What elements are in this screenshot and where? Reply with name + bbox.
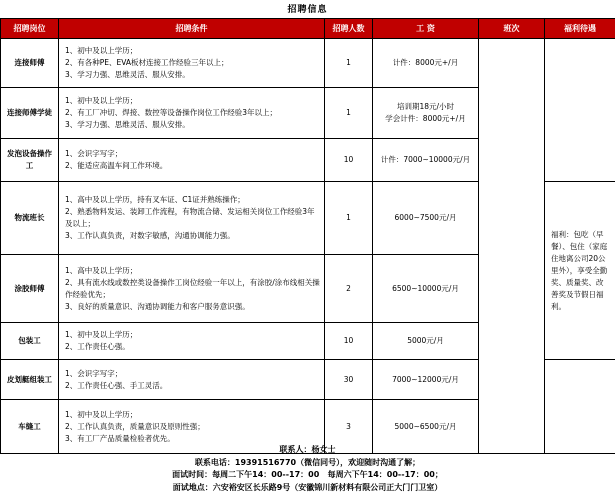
header-benefits: 福利待遇 <box>545 19 615 39</box>
conditions-cell <box>59 360 325 400</box>
headcount-cell: 30 <box>325 360 373 400</box>
table-row <box>1 39 615 88</box>
condition-line: 3、学习力强、思维灵活、服从安排。 <box>65 70 190 79</box>
condition-line: 2、工作责任心强、手工灵活。 <box>65 380 168 390</box>
shift-cell <box>479 39 545 454</box>
condition-line: 2、熟悉物料发运、装卸工作流程，有物流合储、发运相关岗位工作经验3年及以上； <box>65 207 315 228</box>
condition-line: 1、会识字写字； <box>65 149 123 158</box>
condition-line: 1、初中及以上学历； <box>65 96 138 105</box>
contact-person: 联系人：杨女士 <box>279 445 336 454</box>
condition-line: 1、高中及以上学历； <box>65 265 138 275</box>
benefit-blank-cell <box>545 360 615 454</box>
condition-line: 2、有工厂冲切、焊接、数控等设备操作岗位工作经验3年以上； <box>65 108 278 117</box>
header-wage: 工 资 <box>373 19 479 39</box>
wage-cell <box>373 360 479 400</box>
wage-line: 计件：8000元+/月 <box>392 58 459 67</box>
conditions-cell <box>59 88 325 139</box>
position-cell: 发泡设备操作工 <box>1 139 59 182</box>
condition-line: 1、会识字写字； <box>65 368 123 378</box>
header-conditions: 招聘条件 <box>59 19 325 39</box>
condition-line: 2、工作责任心强。 <box>65 342 130 351</box>
position-cell: 连接师傅学徒 <box>1 88 59 139</box>
headcount-cell: 10 <box>325 139 373 182</box>
condition-line: 1、初中及以上学历； <box>65 409 138 419</box>
position-cell: 物流班长 <box>1 182 59 255</box>
condition-line: 1、初中及以上学历； <box>65 330 138 339</box>
condition-line: 3、学习力强、思维灵活、服从安排。 <box>65 120 190 129</box>
headcount-cell: 1 <box>325 39 373 88</box>
condition-line: 1、高中及以上学历，持有叉车证、C1证并熟练操作； <box>65 195 245 204</box>
conditions-cell <box>59 39 325 88</box>
condition-line: 2、能适应高温车间工作环境。 <box>65 161 168 170</box>
condition-line: 3、工作认真负责，对数字敏感，沟通协调能力强。 <box>65 231 235 240</box>
conditions-cell <box>59 139 325 182</box>
headcount-cell: 1 <box>325 88 373 139</box>
wage-cell <box>373 88 479 139</box>
page-title: 招聘信息 <box>287 5 328 15</box>
interview-place: 面试地点：六安裕安区长乐路9号（安徽锦川新材料有限公司正大门门卫室） <box>172 482 443 492</box>
position-cell: 连接师傅 <box>1 39 59 88</box>
contact-phone: 联系电话：19391516770（微信同号），欢迎随时沟通了解； <box>194 457 421 467</box>
wage-line: 6000~7500元/月 <box>394 213 457 222</box>
headcount-cell: 1 <box>325 182 373 255</box>
recruitment-table <box>0 18 615 454</box>
benefit-blank-cell <box>545 39 615 182</box>
wage-line: 学会计件：8000元+/月 <box>385 114 466 123</box>
wage-cell <box>373 323 479 360</box>
wage-cell <box>373 255 479 323</box>
headcount-cell: 2 <box>325 255 373 323</box>
condition-line: 3、有工厂产品质量检验者优先。 <box>65 433 175 443</box>
benefits-cell: 福利：包吃（早餐）、包住（家庭住地离公司20公里外），享受全勤奖、质量奖、改善奖及节假日福利。 <box>545 182 615 360</box>
position-cell: 包装工 <box>1 323 59 360</box>
wage-cell <box>373 139 479 182</box>
header-row <box>1 19 615 39</box>
header-headcount: 招聘人数 <box>325 19 373 39</box>
conditions-cell <box>59 323 325 360</box>
wage-line: 7000~12000元/月 <box>392 374 459 384</box>
wage-line: 6500~10000元/月 <box>392 283 459 293</box>
conditions-cell <box>59 182 325 255</box>
wage-line: 培训期18元/小时 <box>396 102 455 111</box>
position-cell: 皮划艇组装工 <box>1 360 59 400</box>
header-position: 招聘岗位 <box>1 19 59 39</box>
condition-line: 2、工作认真负责，质量意识及原则性强； <box>65 421 205 431</box>
wage-cell <box>373 39 479 88</box>
wage-cell <box>373 182 479 255</box>
wage-line: 计件：7000~10000元/月 <box>380 155 471 164</box>
conditions-cell <box>59 255 325 323</box>
condition-line: 3、良好的质量意识、沟通协调能力和客户服务意识强。 <box>65 301 250 311</box>
condition-line: 2、有各种PE、EVA板材连接工作经验三年以上； <box>65 58 229 67</box>
wage-line: 5000元/月 <box>407 336 444 345</box>
headcount-cell: 3 <box>325 400 373 454</box>
interview-time: 面试时间：每周二下午14：00--17：00 每周六下午14：00--17：00； <box>172 470 443 479</box>
position-cell: 车缝工 <box>1 400 59 454</box>
condition-line: 1、初中及以上学历； <box>65 46 138 55</box>
contact-footer <box>0 444 615 494</box>
condition-line: 2、具有流水线或数控类设备操作工岗位经验一年以上，有涂胶/涂布线相关操作经验优先； <box>65 277 320 299</box>
headcount-cell: 10 <box>325 323 373 360</box>
wage-line: 5000~6500元/月 <box>394 421 457 431</box>
position-cell: 涂胶师傅 <box>1 255 59 323</box>
header-shift: 班次 <box>479 19 545 39</box>
